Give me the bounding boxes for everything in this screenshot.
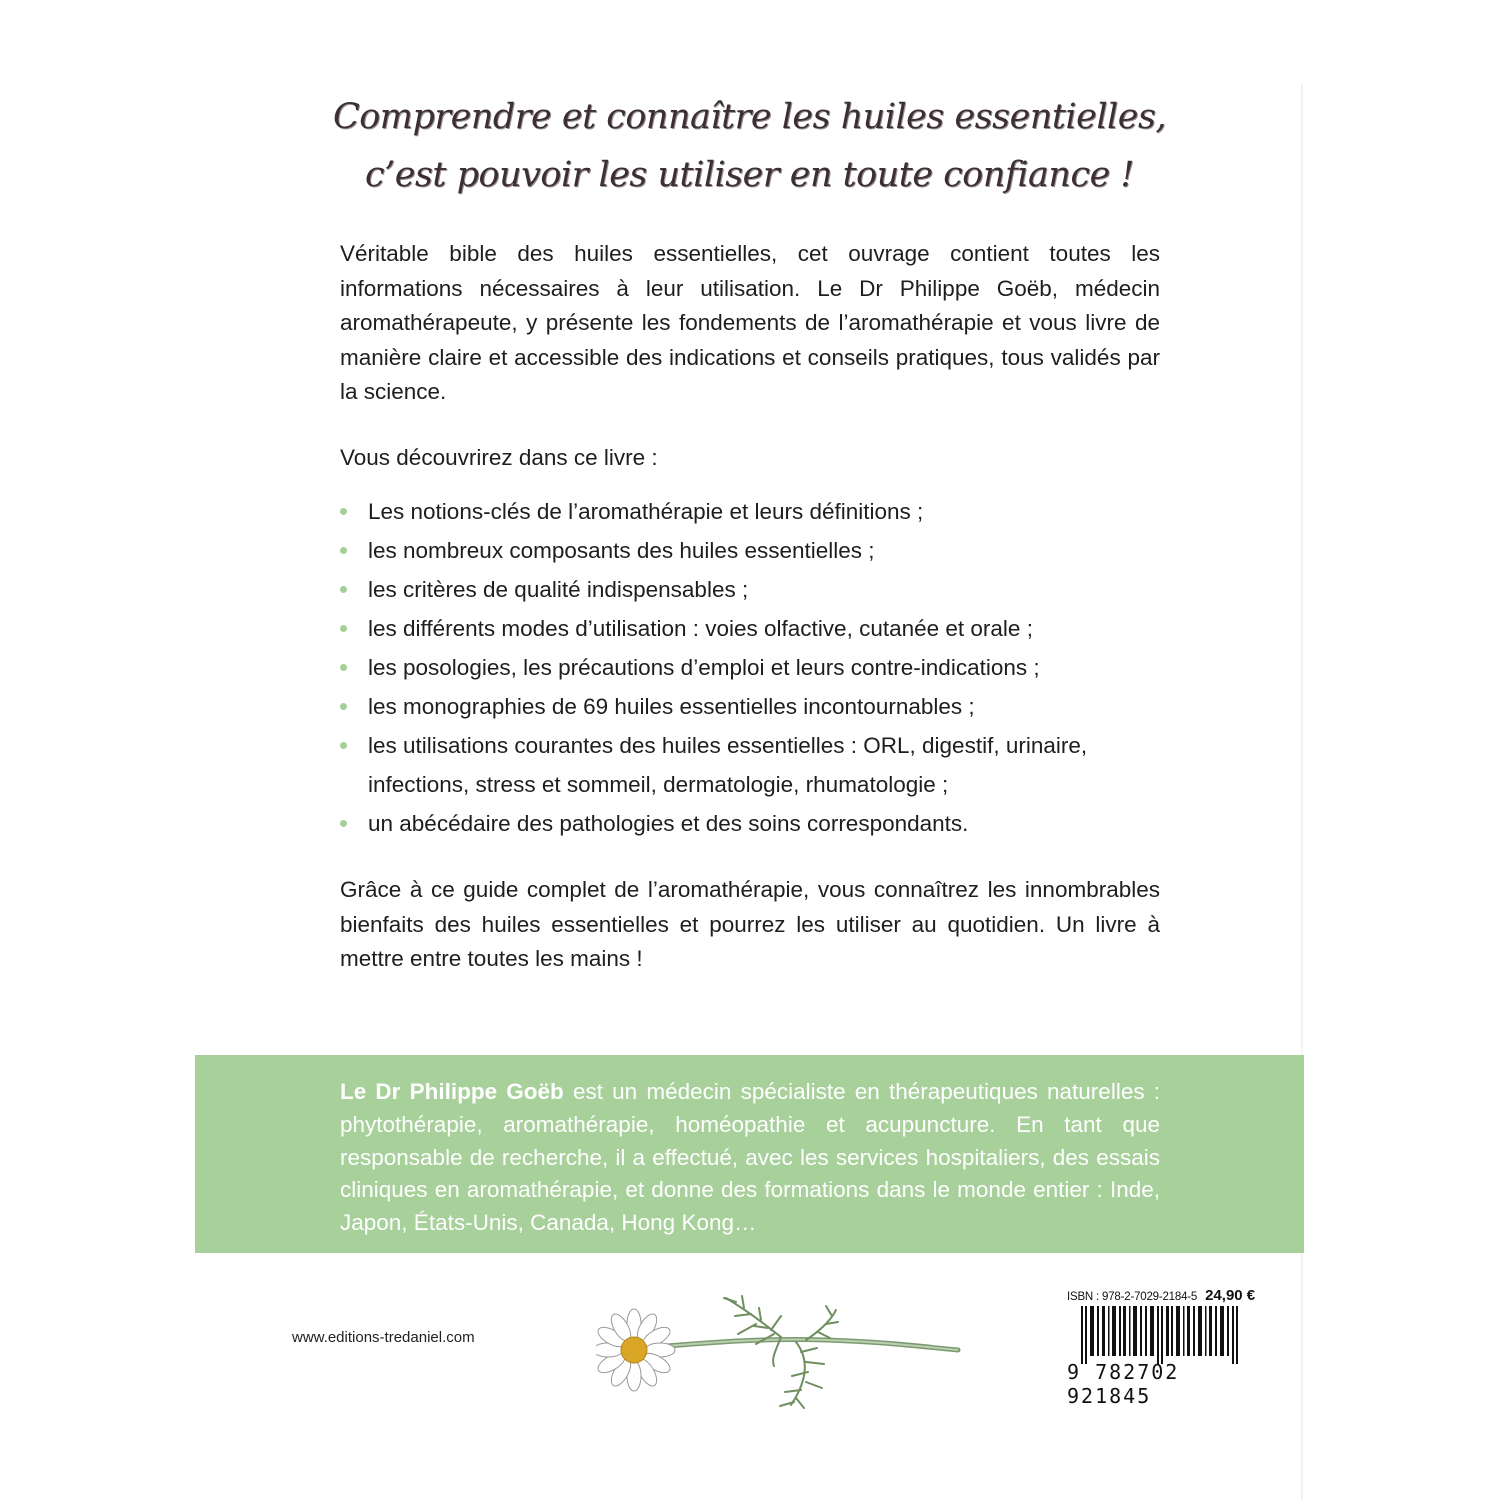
author-bio	[340, 1076, 1160, 1240]
bullet-dot-icon	[340, 625, 347, 632]
list-item: les nombreux composants des huiles essentielles ;	[338, 531, 1178, 570]
tagline-line-1: Comprendre et connaître les huiles essentielles,	[332, 97, 1167, 137]
tagline	[195, 88, 1304, 204]
intro-paragraph: Véritable bible des huiles essentielles, cet ouvrage contient toutes les informations nécessaires à leur utilisation. Le Dr Philippe Goëb, médecin aromathérapeute, y présente les fondements de l’aromathérapie et vous livre de manière claire et accessible des indications et conseils pratiques, tous validés par la science.	[340, 241, 1160, 404]
list-lead: Vous découvrirez dans ce livre :	[340, 445, 658, 470]
bullet-dot-icon	[340, 820, 347, 827]
feature-list	[338, 492, 1178, 843]
list-item: Les notions-clés de l’aromathérapie et leurs définitions ;	[338, 492, 1178, 531]
list-item: les critères de qualité indispensables ;	[338, 570, 1178, 609]
bullet-dot-icon	[340, 742, 347, 749]
list-item: un abécédaire des pathologies et des soins correspondants.	[338, 804, 1178, 843]
bullet-dot-icon	[340, 508, 347, 515]
list-item: les posologies, les précautions d’emploi et leurs contre-indications ;	[338, 648, 1178, 687]
bullet-dot-icon	[340, 703, 347, 710]
outro-paragraph: Grâce à ce guide complet de l’aromathérapie, vous connaîtrez les innombrables bienfaits des huiles essentielles et pourrez les utiliser au quotidien. Un livre à mettre entre toutes les mains !	[340, 877, 1160, 971]
chamomile-flower-icon	[596, 1290, 966, 1420]
tagline-line-2: c’est pouvoir les utiliser en toute confiance !	[365, 155, 1134, 195]
list-item: les différents modes d’utilisation : voies olfactive, cutanée et orale ;	[338, 609, 1178, 648]
isbn-block	[1067, 1287, 1262, 1408]
page-edge	[1301, 84, 1303, 1500]
list-item: les monographies de 69 huiles essentielles incontournables ;	[338, 687, 1178, 726]
list-item: les utilisations courantes des huiles essentielles : ORL, digestif, urinaire, infections, stress et sommeil, dermatologie, rhumatologie ;	[338, 726, 1178, 804]
bullet-dot-icon	[340, 664, 347, 671]
bullet-dot-icon	[340, 547, 347, 554]
isbn-label: ISBN : 978-2-7029-2184-5	[1067, 1291, 1198, 1303]
author-name: Le Dr Philippe Goëb	[340, 1079, 564, 1104]
bullet-dot-icon	[340, 586, 347, 593]
price: 24,90 €	[1205, 1287, 1256, 1304]
publisher-website[interactable]: www.editions-tredaniel.com	[292, 1329, 475, 1346]
barcode-digits: 9 782702 921845	[1067, 1360, 1180, 1408]
author-bio-text: est un médecin spécialiste en thérapeutiques naturelles : phytothérapie, aromathérapie, homéopathie et acupuncture. En tant que responsable de recherche, il a effectué, avec les services hospitaliers, des essais cliniques en aromathérapie, et donne des formations dans le monde entier : Inde, Japon, États-Unis, Canada, Hong Kong…	[340, 1079, 1160, 1236]
barcode-icon	[1067, 1306, 1262, 1364]
